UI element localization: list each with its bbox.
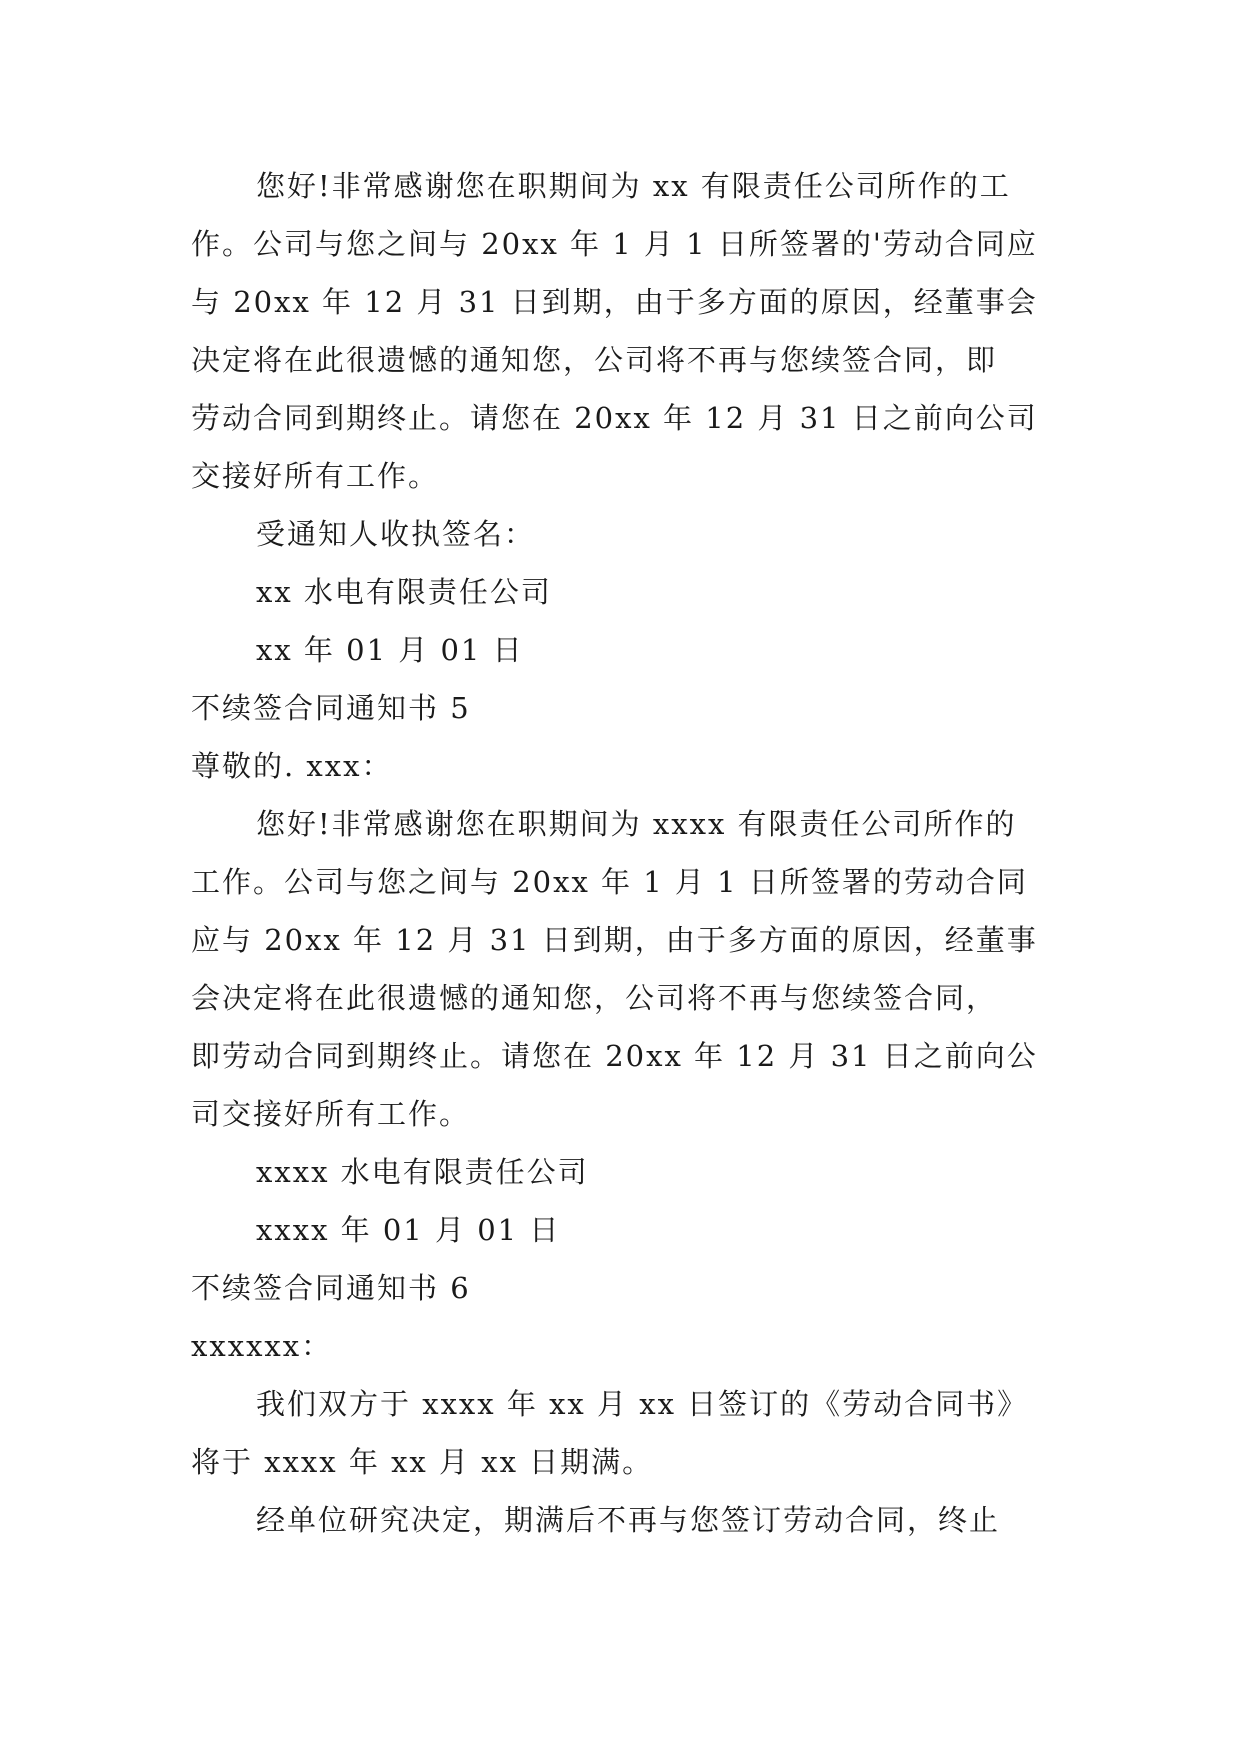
paragraph-line: 劳动合同到期终止。请您在 20xx 年 12 月 31 日之前向公司 [191, 401, 1038, 435]
notice-date: xxxx 年 01 月 01 日 [256, 1213, 561, 1247]
paragraph-line: 决定将在此很遗憾的通知您，公司将不再与您续签合同，即 [191, 343, 998, 377]
paragraph-line: 工作。公司与您之间与 20xx 年 1 月 1 日所签署的劳动合同 [191, 865, 1028, 899]
section-title: 不续签合同通知书 6 [191, 1271, 471, 1305]
paragraph-line: 您好!非常感谢您在职期间为 xxxx 有限责任公司所作的 [256, 807, 1017, 841]
notice-date: xx 年 01 月 01 日 [256, 633, 524, 667]
paragraph-line: 即劳动合同到期终止。请您在 20xx 年 12 月 31 日之前向公 [191, 1039, 1038, 1073]
greeting: xxxxxx： [191, 1329, 333, 1363]
paragraph-line: 将于 xxxx 年 xx 月 xx 日期满。 [191, 1445, 654, 1479]
paragraph-line: 作。公司与您之间与 20xx 年 1 月 1 日所签署的'劳动合同应 [191, 227, 1038, 261]
section-title: 不续签合同通知书 5 [191, 691, 471, 725]
paragraph-line: 我们双方于 xxxx 年 xx 月 xx 日签订的《劳动合同书》 [256, 1387, 1029, 1421]
greeting: 尊敬的. xxx： [191, 749, 393, 783]
paragraph-line: 与 20xx 年 12 月 31 日到期，由于多方面的原因，经董事会 [191, 285, 1038, 319]
paragraph-line: 会决定将在此很遗憾的通知您，公司将不再与您续签合同， [191, 981, 998, 1015]
receipt-signature-label: 受通知人收执签名： [256, 517, 536, 551]
paragraph-line: 经单位研究决定，期满后不再与您签订劳动合同，终止 [256, 1503, 1001, 1537]
paragraph-line: 交接好所有工作。 [191, 459, 440, 493]
company-name: xxxx 水电有限责任公司 [256, 1155, 589, 1189]
paragraph-line: 您好!非常感谢您在职期间为 xx 有限责任公司所作的工 [256, 169, 1011, 203]
company-name: xx 水电有限责任公司 [256, 575, 552, 609]
paragraph-line: 应与 20xx 年 12 月 31 日到期，由于多方面的原因，经董事 [191, 923, 1038, 957]
paragraph-line: 司交接好所有工作。 [191, 1097, 471, 1131]
